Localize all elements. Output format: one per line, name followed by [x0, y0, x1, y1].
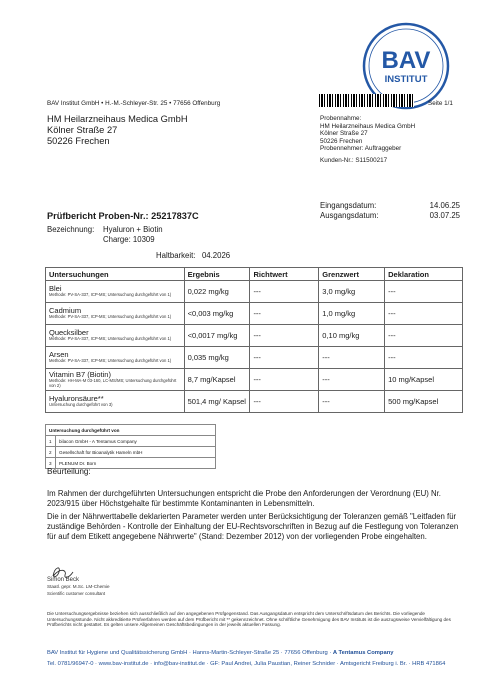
lab-name: Gesellschaft für Bioanalytik Hameln mbH — [56, 447, 216, 458]
richtwert-cell: --- — [250, 325, 319, 347]
ergebnis-cell: 501,4 mg/ Kapsel — [184, 391, 250, 413]
analyte-method: Methode: PV-SA-337, ICP-MS; Untersuchung durchgeführt von 1) — [49, 292, 172, 298]
grenzwert-cell: 3,0 mg/kg — [319, 281, 385, 303]
grenzwert-cell: --- — [319, 369, 385, 391]
deklaration-cell: 10 mg/Kapsel — [385, 369, 463, 391]
table-row — [46, 436, 216, 447]
lab-name: bilacon GmbH - A Tentamus Company — [56, 436, 216, 447]
assessment-paragraph-2: Die in der Nährwerttabelle deklarierten Parameter werden unter Berücksichtigung der Toleranzen gemäß "Leitfaden für zuständige Behörden - Kontrolle der Einhaltung der EU-Rechtsvorschriften in Bezug auf die Festlegung von Toleranzen für auf dem Etikett angegebene Nährwerte" (Stand: Dezember 2012) von der vorliegenden Probe eingehalten. — [47, 512, 459, 541]
signer-name: Simon Beck — [47, 577, 80, 583]
analyte-name: Hyaluronsäure** — [49, 394, 104, 404]
header-richtwert: Richtwert — [250, 268, 319, 281]
results-table — [45, 267, 463, 413]
logo-text-bav: BAV — [381, 47, 431, 74]
richtwert-cell: --- — [250, 347, 319, 369]
lab-number: 2 — [46, 447, 56, 458]
analyte-name: Blei — [49, 284, 62, 294]
signer-role: Scientific customer consultant — [47, 591, 106, 596]
probenahme-line-3: Kölner Straße 27 — [320, 130, 368, 138]
analyte-cell — [46, 303, 185, 325]
barcode — [319, 94, 414, 107]
analyte-name: Cadmium — [49, 306, 82, 316]
sender-line: BAV Institut GmbH • H.-M.-Schleyer-Str. 25 • 77656 Offenburg — [47, 100, 221, 107]
analyte-method: Untersuchung durchgeführt von 3) — [49, 402, 113, 408]
deklaration-cell: --- — [385, 303, 463, 325]
probenahme-line-1: Probennahme: — [320, 115, 362, 122]
richtwert-cell: --- — [250, 303, 319, 325]
analyte-name: Vitamin B7 (Biotin) — [49, 369, 111, 379]
subcontract-table — [45, 424, 216, 469]
lab-number: 3 — [46, 458, 56, 469]
header-untersuchungen: Untersuchungen — [46, 268, 185, 281]
analyte-cell — [46, 347, 185, 369]
footer-company: BAV Institut für Hygiene und Qualitätssicherung GmbH · Hanns-Martin-Schleyer-Straße 25 · 77656 Offenburg · — [47, 650, 333, 656]
bezeichnung-label: Bezeichnung: — [47, 225, 95, 234]
analyte-cell — [46, 391, 185, 413]
analyte-method: Methode: PV-SA-337, ICP-MS; Untersuchung durchgeführt von 1) — [49, 358, 172, 364]
signer-title: Staatl. gepr. M.Sc. LM-Chemie — [47, 584, 110, 589]
table-row — [46, 447, 216, 458]
deklaration-cell: --- — [385, 325, 463, 347]
dates-block — [320, 201, 460, 221]
richtwert-cell: --- — [250, 369, 319, 391]
eingang-label: Eingangsdatum: — [320, 201, 377, 210]
recipient-address — [47, 114, 188, 147]
analyte-name: Arsen — [49, 350, 69, 360]
logo-text-institut: INSTITUT — [384, 74, 428, 85]
deklaration-cell: 500 mg/Kapsel — [385, 391, 463, 413]
table-row — [46, 303, 463, 325]
analyte-method: Methode: HH-MA-M 03-160, LC-MS/MS; Untersuchung durchgeführt von 2) — [49, 377, 177, 388]
subcontract-header-row — [46, 425, 216, 436]
ergebnis-cell: <0,0017 mg/kg — [184, 325, 250, 347]
analyte-method: Methode: PV-SA-337, ICP-MS; Untersuchung durchgeführt von 1) — [49, 314, 172, 320]
analyte-cell — [46, 281, 185, 303]
table-row — [46, 369, 463, 391]
probenahme-line-4: 50226 Frechen — [320, 137, 363, 145]
lab-number: 1 — [46, 436, 56, 447]
disclaimer: Die Untersuchungsergebnisse beziehen sich ausschließlich auf den angegebenen Prüfgegenstand. Das Ausgangsdatum entspricht dem Unterschriftsdatum des Berichts. Die vorliegende Untersuchungsstunde. Nicht akkreditierte Prüfverfahren werden auf dem Prüfbericht mit ** gekennzeichnet. Ohne schriftliche Genehmigung des BAV Instituts ist die auszugsweise Vervielfältigung des Prüfberichts nicht gestattet. Es gelten unsere Allgemeinen Geschäftsbedingungen in der jeweils aktuellen Fassung. — [47, 611, 451, 628]
richtwert-cell: --- — [250, 281, 319, 303]
ergebnis-cell: 0,035 mg/kg — [184, 347, 250, 369]
footer-line-1 — [47, 650, 467, 656]
haltbarkeit-label: Haltbarkeit: — [156, 251, 196, 260]
grenzwert-cell: 0,10 mg/kg — [319, 325, 385, 347]
table-row — [46, 391, 463, 413]
analyte-cell — [46, 325, 185, 347]
report-title: Prüfbericht Proben-Nr.: 25217837C — [47, 211, 199, 221]
deklaration-cell: --- — [385, 281, 463, 303]
beurteilung-label: Beurteilung: — [47, 467, 91, 476]
probenahme-line-2: HM Heilarzneihaus Medica GmbH — [320, 122, 416, 130]
deklaration-cell: --- — [385, 347, 463, 369]
footer-line-2: Tel. 0781/96947-0 · www.bav-institut.de · info@bav-institut.de · GF: Paul Andrei, Julia Paustian, Reiner Schnider · Amtsgericht Freiburg i. Br. · HRB 471864 — [47, 661, 446, 667]
kunden-nr: Kunden-Nr.: S11500217 — [320, 157, 388, 164]
bezeichnung-value: Hyaluron + Biotin — [103, 225, 163, 234]
grenzwert-cell: --- — [319, 347, 385, 369]
ausgang-value: 03.07.25 — [429, 211, 460, 220]
analyte-name: Quecksilber — [49, 328, 89, 338]
probenahme-block — [320, 115, 415, 153]
assessment-paragraph-1: Im Rahmen der durchgeführten Untersuchungen entspricht die Probe den Anforderungen der Verordnung (EU) Nr. 2023/915 über Höchstgehalte für bestimmte Kontaminanten in Lebensmitteln. — [47, 489, 441, 508]
table-row — [46, 281, 463, 303]
ausgang-label: Ausgangsdatum: — [320, 211, 379, 220]
bezeichnung-block — [47, 225, 163, 245]
recipient-line-2: Kölner Straße 27 — [47, 125, 118, 135]
lab-name: PLENUM Dr. Born — [56, 458, 216, 469]
signature-block — [47, 577, 110, 590]
grenzwert-cell: 1,0 mg/kg — [319, 303, 385, 325]
analyte-method: Methode: PV-SA-337, ICP-MS; Untersuchung durchgeführt von 1) — [49, 336, 172, 342]
ergebnis-cell: 0,022 mg/kg — [184, 281, 250, 303]
table-row — [46, 325, 463, 347]
header-grenzwert: Grenzwert — [319, 268, 385, 281]
charge-value: Charge: 10309 — [103, 235, 155, 244]
recipient-line-3: 50226 Frechen — [47, 136, 110, 146]
footer-tentamus: A Tentamus Company — [332, 650, 394, 656]
haltbarkeit — [156, 251, 230, 260]
ergebnis-cell: <0,003 mg/kg — [184, 303, 250, 325]
eingang-value: 14.06.25 — [429, 201, 460, 210]
recipient-line-1: HM Heilarzneihaus Medica GmbH — [47, 114, 188, 124]
header-ergebnis: Ergebnis — [184, 268, 250, 281]
grenzwert-cell: --- — [319, 391, 385, 413]
header-deklaration: Deklaration — [385, 268, 463, 281]
haltbarkeit-value: 04.2026 — [201, 251, 231, 260]
subcontract-header: Untersuchung durchgeführt von — [46, 425, 216, 436]
probenahme-line-5: Probennehmer: Auftraggeber — [320, 145, 402, 153]
table-row — [46, 347, 463, 369]
analyte-cell — [46, 369, 185, 391]
results-header-row — [46, 268, 463, 281]
page-number: Seite 1/1 — [428, 100, 453, 107]
richtwert-cell: --- — [250, 391, 319, 413]
ergebnis-cell: 8,7 mg/Kapsel — [184, 369, 250, 391]
